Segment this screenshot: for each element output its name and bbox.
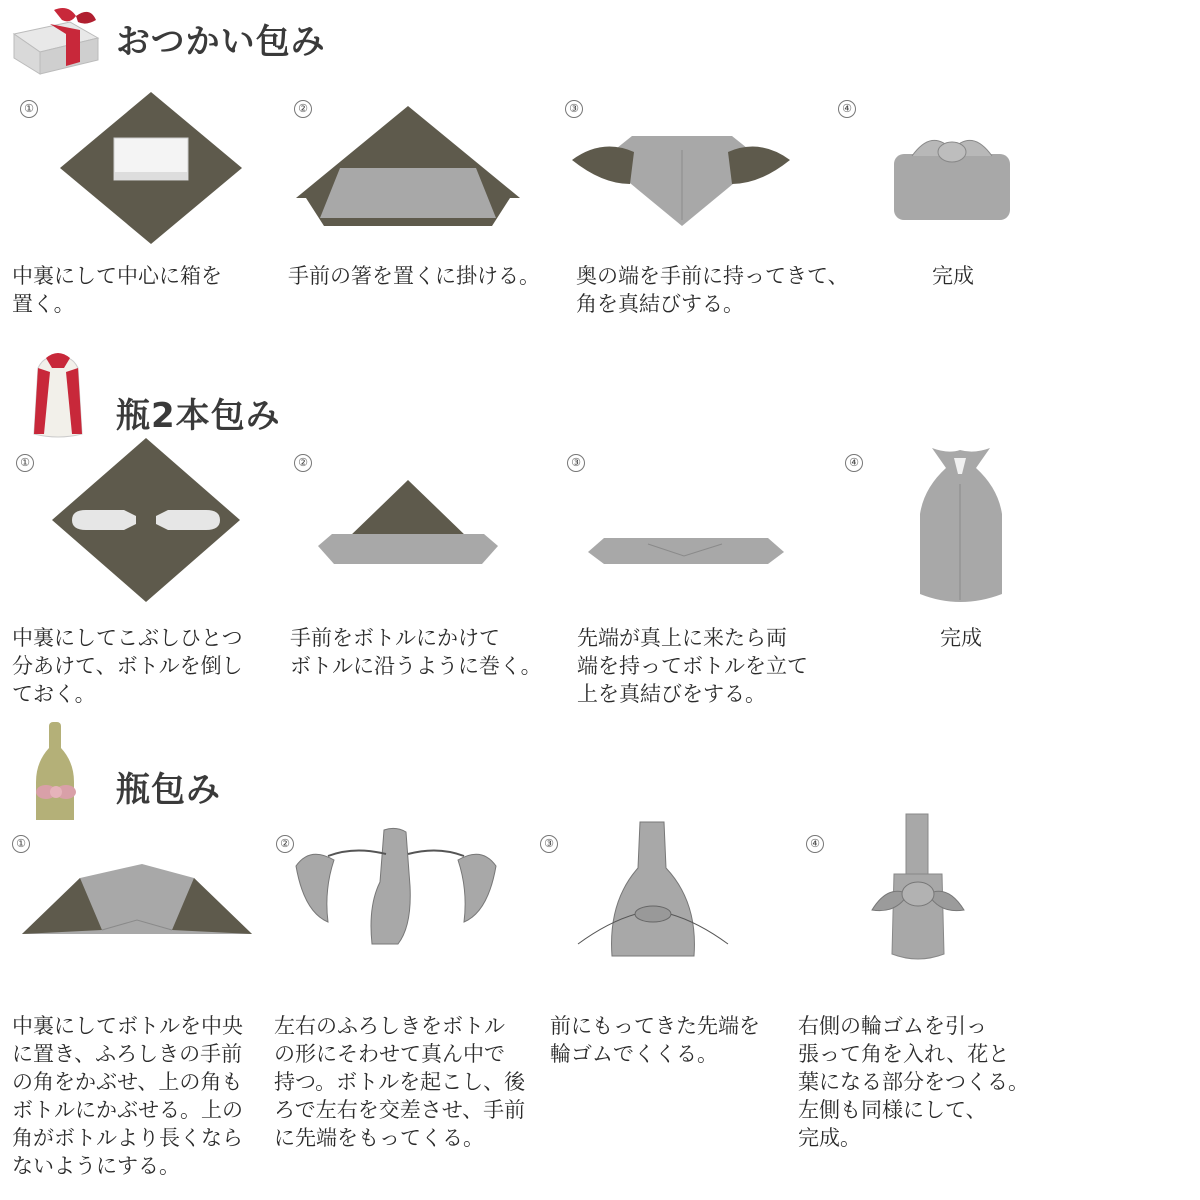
step-caption: 前にもってきた先端を 輪ゴムでくくる。 — [550, 1014, 760, 1066]
section-title: 瓶2本包み — [116, 396, 281, 436]
fold-back-illustration — [572, 130, 790, 226]
rolled-bottles-illustration — [588, 534, 784, 566]
step-caption: 手前をボトルにかけて ボトルに沿うように巻く。 — [290, 626, 542, 678]
wrapped-bottle-pair-icon — [28, 348, 88, 440]
step-number: ① — [12, 835, 30, 853]
step-number: ① — [20, 100, 38, 118]
wrapped-bottle-icon — [32, 722, 78, 824]
step-caption: 奥の端を手前に持ってきて、 角を真結びする。 — [576, 264, 849, 316]
finished-bottle-wrap-illustration — [872, 814, 964, 960]
step-number: ② — [294, 100, 312, 118]
step-number: ① — [16, 454, 34, 472]
completed-bundle-illustration — [892, 126, 1012, 222]
hands-hold-cloth-illustration — [294, 826, 498, 944]
fold-front-illustration — [296, 106, 520, 226]
step-caption: 中裏にして中心に箱を 置く。 — [12, 264, 222, 316]
step-caption: 完成 — [932, 264, 974, 288]
step-number: ④ — [806, 835, 824, 853]
step-caption: 右側の輪ゴムを引っ 張って角を入れ、花と 葉になる部分をつくる。 左側も同様にして、 完成。 — [798, 1014, 1029, 1150]
step-number: ③ — [565, 100, 583, 118]
rubber-band-tie-illustration — [578, 822, 728, 956]
standing-bottles-illustration — [918, 444, 1004, 606]
step-caption: 中裏にしてこぶしひとつ 分あけて、ボトルを倒し ておく。 — [12, 626, 243, 706]
step-number: ② — [294, 454, 312, 472]
step-number: ② — [276, 835, 294, 853]
step-caption: 手前の箸を置くに掛ける。 — [288, 264, 540, 288]
section-title: 瓶包み — [116, 770, 221, 810]
step-caption: 左右のふろしきをボトル の形にそわせて真ん中で 持つ。ボトルを起こし、後 ろで左右を交差させ、手前 に先端をもってくる。 — [274, 1014, 526, 1150]
step-number: ③ — [567, 454, 585, 472]
step-number: ③ — [540, 835, 558, 853]
bottle-center-illustration — [22, 860, 252, 934]
step-caption: 先端が真上に来たら両 端を持ってボトルを立て 上を真結びをする。 — [577, 626, 808, 706]
step-number: ④ — [838, 100, 856, 118]
step-number: ④ — [845, 454, 863, 472]
box-on-cloth-illustration — [60, 92, 242, 244]
bottles-on-cloth-illustration — [52, 438, 240, 602]
step-caption: 中裏にしてボトルを中央 に置き、ふろしきの手前 の角をかぶせ、上の角も ボトルにかぶせる。上の 角がボトルより長くなら ないようにする。 — [12, 1014, 243, 1178]
gift-box-icon — [10, 4, 102, 76]
section-title: おつかい包み — [116, 22, 326, 62]
roll-bottles-illustration — [318, 480, 498, 566]
step-caption: 完成 — [940, 626, 982, 650]
